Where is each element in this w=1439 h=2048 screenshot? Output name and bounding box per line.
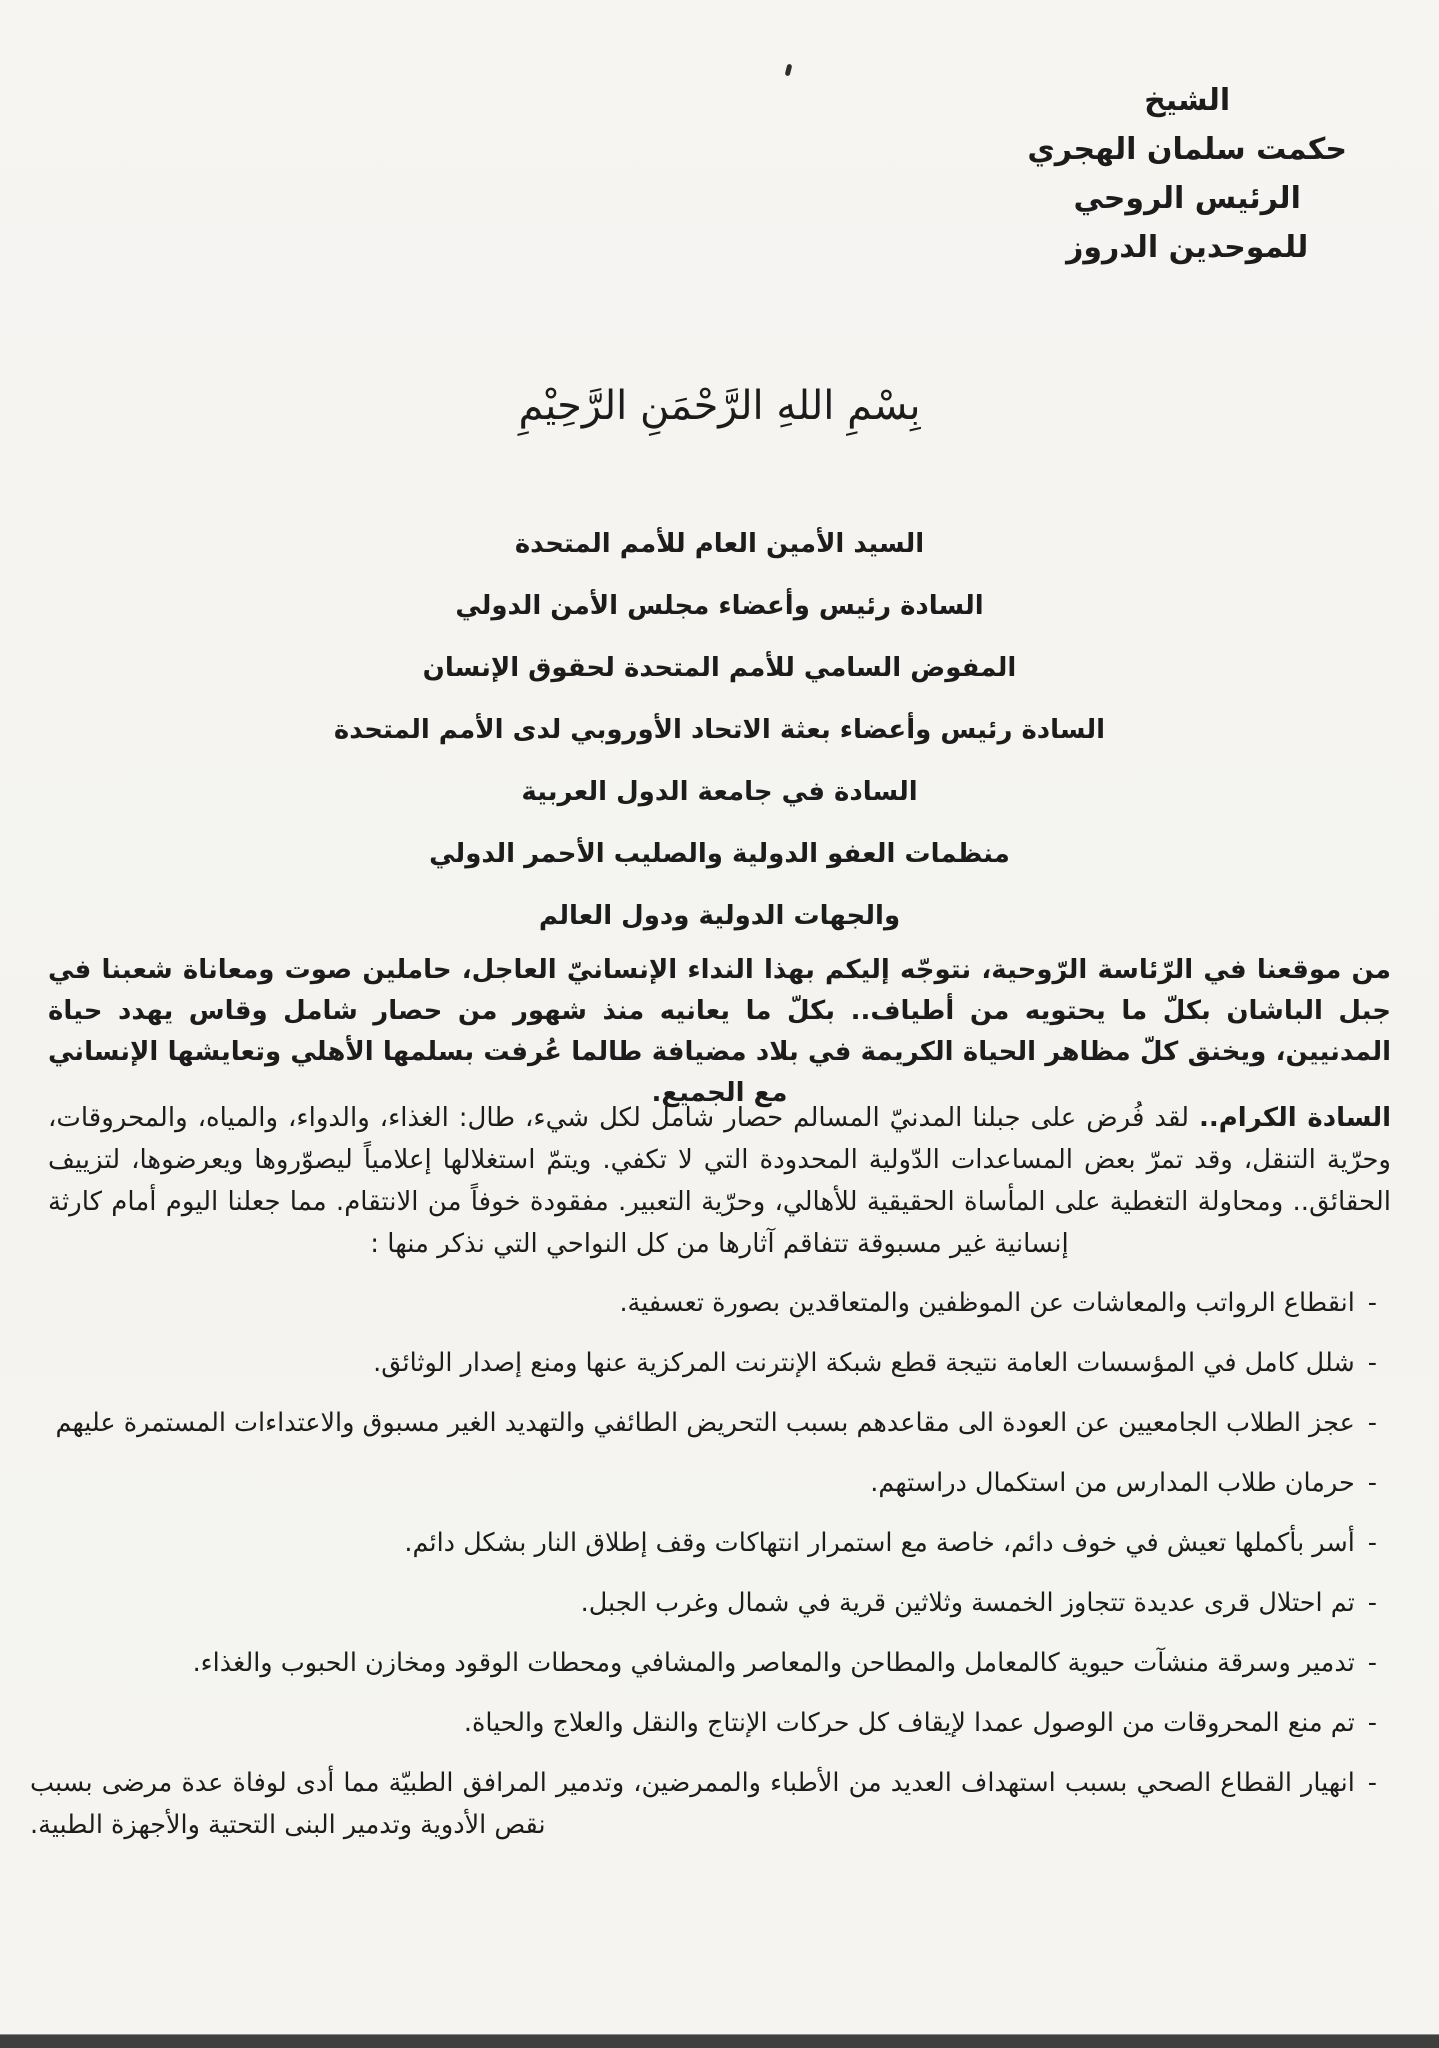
letterhead-name: حكمت سلمان الهجري [1027,132,1347,167]
basmala: بِسْمِ اللهِ الرَّحْمَنِ الرَّحِيْمِ [518,383,921,429]
scanner-edge-bar [0,2034,1439,2048]
dash-bullet-icon: - [1367,1468,1377,1498]
addressee-un-secretary-general: السيد الأمين العام للأمم المتحدة [514,529,925,559]
list-item [30,1282,1377,1324]
dash-bullet-icon: - [1367,1648,1377,1678]
list-item [30,1582,1377,1624]
list-item [30,1522,1377,1564]
dash-bullet-icon: - [1367,1408,1377,1438]
list-item [30,1402,1377,1444]
addressee-amnesty-red-cross: منظمات العفو الدولية والصليب الأحمر الدولي [429,839,1010,869]
salutation: السادة الكرام.. [1199,1103,1391,1133]
dash-bullet-icon: - [1367,1528,1377,1558]
opening-paragraph: من موقعنا في الرّئاسة الرّوحية، نتوجّه إليكم بهذا النداء الإنسانيّ العاجل، حاملين صوت ومعاناة شعبنا في جبل الباشان بكلّ ما يحتويه من أطياف.. بكلّ ما يعانيه منذ شهور من حصار شامل وقاس يهدد حياة المدنيين، ويخنق كلّ مظاهر الحياة الكريمة في بلاد مضيافة طالما عُرفت بسلمها الأهلي وتعايشها الإنساني مع الجميع. [48,955,1391,1108]
list-item-text: عجز الطلاب الجامعيين عن العودة الى مقاعدهم بسبب التحريض الطائفي والتهديد الغير مسبوق والاعتداءات المستمرة عليهم [55,1408,1355,1438]
letterhead-role: الرئيس الروحي [1073,181,1301,216]
addressee-eu-mission: السادة رئيس وأعضاء بعثة الاتحاد الأوروبي لدى الأمم المتحدة [333,715,1106,745]
list-item-text: أسر بأكملها تعيش في خوف دائم، خاصة مع استمرار انتهاكات وقف إطلاق النار بشكل دائم. [404,1528,1355,1558]
dash-bullet-icon: - [1367,1288,1377,1318]
addressee-arab-league: السادة في جامعة الدول العربية [521,777,918,807]
addressee-security-council: السادة رئيس وأعضاء مجلس الأمن الدولي [455,591,984,621]
dash-bullet-icon: - [1367,1588,1377,1618]
list-item [30,1702,1377,1744]
list-item-text: تم احتلال قرى عديدة تتجاوز الخمسة وثلاثين قرية في شمال وغرب الجبل. [580,1588,1355,1618]
letterhead-community: للموحدين الدروز [1066,230,1309,265]
addressee-international-bodies: والجهات الدولية ودول العالم [538,901,901,931]
list-item-text: انهيار القطاع الصحي بسبب استهداف العديد من الأطباء والممرضين، وتدمير المرافق الطبيّة مما أدى لوفاة عدة مرضى بسبب نقص الأدوية وتدمير البنى التحتية والأجهزة الطبية. [30,1768,1355,1840]
list-item-text: انقطاع الرواتب والمعاشات عن الموظفين والمتعاقدين بصورة تعسفية. [619,1288,1355,1318]
grievance-list [30,1282,1377,1864]
addressee-list [0,528,1439,962]
main-paragraph [48,1097,1391,1265]
letterhead-title: الشيخ [1144,83,1231,118]
main-paragraph-body: لقد فُرض على جبلنا المدنيّ المسالم حصار شامل لكل شيء، طال: الغذاء، والدواء، والمياه، والمحروقات، وحرّية التنقل، وقد تمرّ بعض المساعدات الدّولية المحدودة التي لا تكفي. ويتمّ استغلالها إعلامياً ليصوّروها ويعرضوها، لتزييف الحقائق.. ومحاولة التغطية على المأساة الحقيقية للأهالي، وحرّية التعبير. مفقودة خوفاً من الانتقام. مما جعلنا اليوم أمام كارثة إنسانية غير مسبوقة تتفاقم آثارها من كل النواحي التي نذكر منها : [48,1103,1391,1259]
list-item-text: شلل كامل في المؤسسات العامة نتيجة قطع شبكة الإنترنت المركزية عنها ومنع إصدار الوثائق. [373,1348,1355,1378]
list-item [30,1642,1377,1684]
list-item-text: تم منع المحروقات من الوصول عمدا لإيقاف كل حركات الإنتاج والنقل والعلاج والحياة. [463,1708,1355,1738]
dash-bullet-icon: - [1367,1768,1377,1798]
list-item [30,1462,1377,1504]
dash-bullet-icon: - [1367,1708,1377,1738]
dash-bullet-icon: - [1367,1348,1377,1378]
list-item [30,1342,1377,1384]
list-item-text: حرمان طلاب المدارس من استكمال دراستهم. [870,1468,1355,1498]
list-item-text: تدمير وسرقة منشآت حيوية كالمعامل والمطاحن والمعاصر والمشافي ومحطات الوقود ومخازن الحبوب والغذاء. [192,1648,1355,1678]
list-item [30,1762,1377,1846]
letterhead [1027,76,1347,272]
scan-artifact [785,64,793,77]
addressee-high-commissioner: المفوض السامي للأمم المتحدة لحقوق الإنسان [422,653,1017,683]
